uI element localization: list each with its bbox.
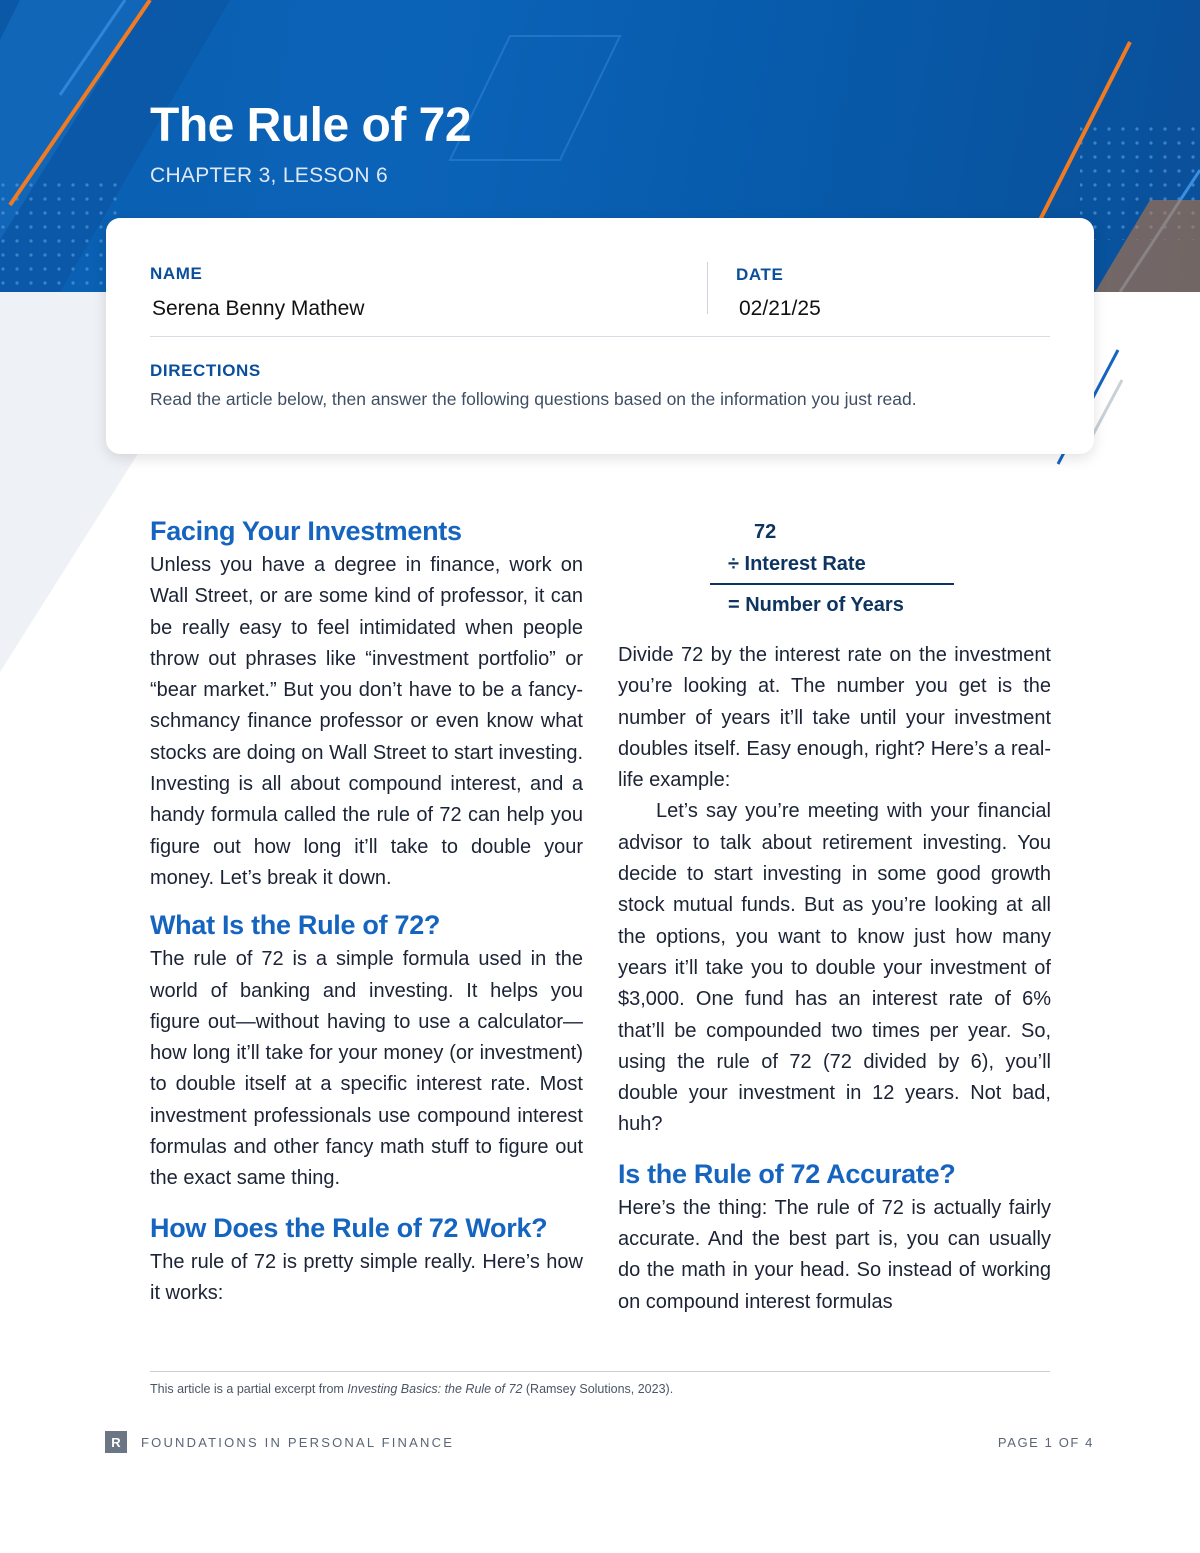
rule-of-72-formula	[710, 516, 954, 621]
section-body-is-rule-accurate: Here’s the thing: The rule of 72 is actually fairly accurate. And the best part is, you can usually do the math in your head. So instead of working on compound interest formulas	[618, 1196, 1051, 1313]
field-divider	[707, 262, 708, 314]
formula-result: = Number of Years	[728, 594, 904, 616]
section-heading-is-rule-accurate: Is the Rule of 72 Accurate?	[618, 1158, 956, 1189]
formula-divisor: ÷ Interest Rate	[728, 553, 866, 575]
date-field[interactable]: 02/21/25	[739, 297, 821, 320]
section-body-facing-investments: Unless you have a degree in finance, work on Wall Street, or are some kind of professor, it can be really easy to feel intimidated when people throw out phrases like “investment portfolio” or “bear market.” But you don’t have to be a fancy-schmancy finance professor or even know what stocks are doing on Wall Street to start investing. Investing is all about compound interest, and a handy formula called the rule of 72 can help you figure out how long it’ll take to double your money. Let’s break it down.	[150, 554, 583, 889]
page-number: PAGE 1 OF 4	[997, 1435, 1094, 1450]
directions-label: DIRECTIONS	[150, 361, 261, 380]
ramsey-logo-icon: R	[105, 1431, 127, 1453]
name-field[interactable]: Serena Benny Mathew	[152, 297, 365, 320]
student-info-card	[106, 218, 1094, 454]
directions-text: Read the article below, then answer the following questions based on the information you just read.	[150, 389, 917, 409]
footnote-divider	[150, 1371, 1050, 1372]
formula-numerator: 72	[754, 521, 777, 543]
course-name: FOUNDATIONS IN PERSONAL FINANCE	[141, 1435, 455, 1450]
page-title: The Rule of 72	[150, 99, 472, 152]
footnote-source-title: Investing Basics: the Rule of 72	[347, 1382, 523, 1396]
formula-rule	[710, 583, 954, 585]
section-heading-what-is-rule: What Is the Rule of 72?	[150, 910, 441, 941]
footnote-prefix: This article is a partial excerpt from	[150, 1382, 348, 1396]
article-left-column	[150, 512, 583, 1309]
section-body-how-does-rule-work: The rule of 72 is pretty simple really. Here’s how it works:	[150, 1250, 583, 1304]
formula-explanation: Divide 72 by the interest rate on the investment you’re looking at. The number you get is the number of years it’ll take until your investment doubles itself. Easy enough, right? Here’s a real-life example:	[618, 644, 1051, 792]
section-heading-how-does-rule-work: How Does the Rule of 72 Work?	[150, 1212, 548, 1243]
section-body-what-is-rule: The rule of 72 is a simple formula used in the world of banking and investing. It helps you figure out—without having to use a calculator—how long it’ll take for your money (or investment) to double itself at a specific interest rate. Most investment professionals use compound interest formulas and other fancy math stuff to figure out the exact same thing.	[150, 948, 583, 1190]
name-label: NAME	[150, 264, 203, 283]
article-right-column	[618, 640, 1051, 1318]
date-label: DATE	[736, 265, 784, 284]
section-heading-facing-investments: Facing Your Investments	[150, 516, 462, 546]
footnote-suffix: (Ramsey Solutions, 2023).	[522, 1382, 674, 1396]
source-footnote	[150, 1382, 673, 1396]
real-life-example: Let’s say you’re meeting with your financial advisor to talk about retirement investing. You decide to start investing in some good growth stock mutual funds. But as you’re looking at all the options, you want to know just how many years it’ll take you to double your investment of $3,000. One fund has an interest rate of 6% that’ll be compounded two times per year. So, using the rule of 72 (72 divided by 6), you’ll double your investment in 12 years. Not bad, huh?	[618, 800, 1051, 1136]
card-divider	[150, 336, 1050, 337]
chapter-lesson-label: CHAPTER 3, LESSON 6	[150, 164, 388, 187]
